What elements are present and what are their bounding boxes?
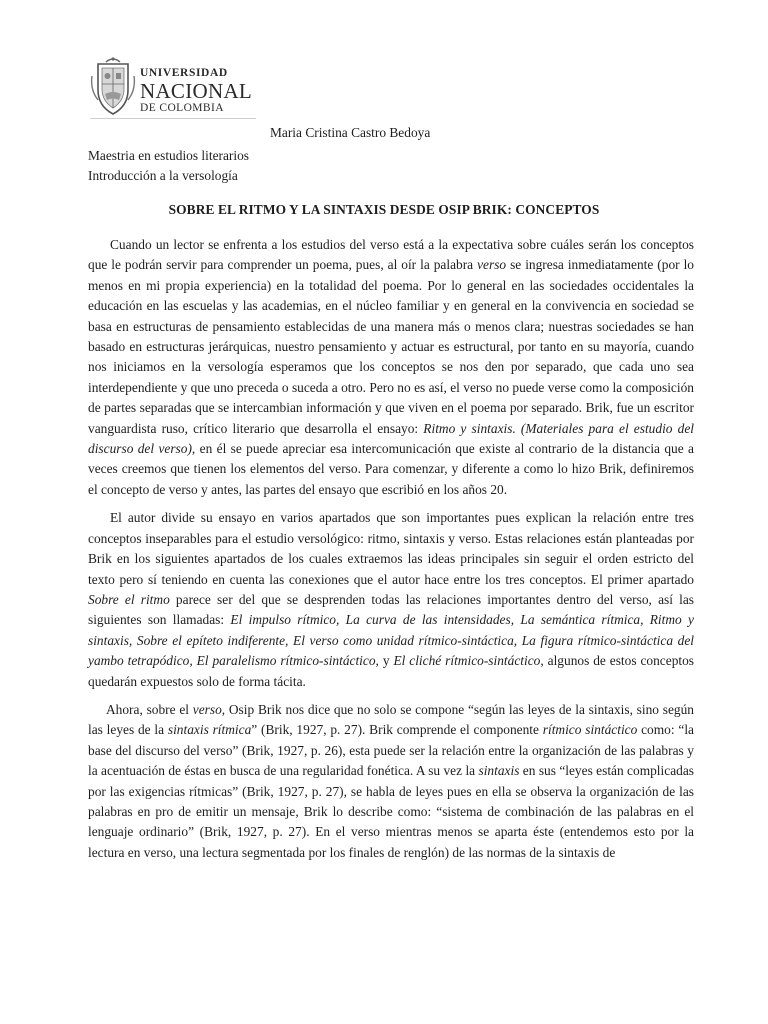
program-name: Maestria en estudios literarios xyxy=(88,148,250,163)
italic-text-run: sintaxis rítmica xyxy=(167,722,252,738)
document-body xyxy=(88,235,694,871)
paragraph xyxy=(88,700,694,863)
text-run: , algunos de estos conceptos quedarán expuestos solo de forma tácita. xyxy=(88,653,695,689)
course-info xyxy=(88,146,249,186)
document-title: SOBRE EL RITMO Y LA SINTAXIS DESDE OSIP BRIK: CONCEPTOS xyxy=(168,202,600,217)
university-name-line3: DE COLOMBIA xyxy=(140,101,224,114)
text-run: y xyxy=(378,653,394,669)
italic-text-run: El cliché rítmico-sintáctico xyxy=(393,653,541,669)
italic-text-run: Sobre el ritmo xyxy=(88,591,170,607)
italic-text-run: rítmico sintáctico xyxy=(542,722,638,738)
italic-text-run: Ritmo y sintaxis. (Materiales para el estudio del discurso del verso) xyxy=(88,420,695,457)
text-run: parece ser del que se desprenden todas las relaciones importantes dentro del verso, así las siguientes son llamadas: xyxy=(88,591,694,628)
text-run: , en él se puede apreciar esa intercomunicación que existe al contrario de la distancia que a veces creemos que tienen los elementos del verso. Para comenzar, y diferente a como lo hizo Brik, definiremos el concepto de verso y antes, las partes del ensayo que escribió en los años 20. xyxy=(88,441,694,497)
university-name xyxy=(140,68,252,114)
text-run: Cuando un lector se enfrenta a los estudios del verso está a la expectativa sobre cuáles serán los conceptos que le podrán servir para comprender un poema, pues, al oír la palabra xyxy=(88,237,694,273)
header-divider xyxy=(90,118,256,119)
text-run: , Osip Brik nos dice que no solo se compone “según las leyes de la sintaxis, sino según las leyes de la xyxy=(88,701,694,738)
text-run: El autor divide su ensayo en varios apartados que son importantes pues explican la relación entre tres conceptos inseparables para el estudio versológico: ritmo, sintaxis y verso. Estas relaciones están planteadas por Brik en los siguientes apartados de los cuales extraemos las ideas principales sin seguir el orden estricto del texto pero sí teniendo en cuenta las conexiones que el autor hace entre los tres conceptos. El primer apartado xyxy=(88,510,694,587)
text-run: ” (Brik, 1927, p. 27). Brik comprende el componente xyxy=(251,722,543,738)
author-name: Maria Cristina Castro Bedoya xyxy=(270,125,431,140)
text-run: se ingresa inmediatamente (por lo menos en mi propia experiencia) en la totalidad del poema. Por lo general en las sociedades occidentales la educación en las escuelas y las academias, en el núcleo familiar y en general en la convivencia en sociedad se basa en estructuras de pensamiento establecidas de una manera más o menos clara; nuestras sociedades se han basado en estructuras jerárquicas, nuestro pensamiento y actuar es estructural, por tanto en su mayoría, cuando nos iniciamos en la versología esperamos que los conceptos se nos den por separado, que cada uno sea interdependiente y que uno preceda o suceda a otro. Pero no es así, el verso no puede verse como la composición de partes separadas que se intercambian información y que viven en el poema por separado. Brik, fue un escritor vanguardista ruso, crítico literario que desarrolla el ensayo: xyxy=(88,257,694,436)
university-name-line2: NACIONAL xyxy=(140,78,253,103)
italic-text-run: verso xyxy=(192,701,222,717)
text-run: en sus “leyes están complicadas por las exigencias rítmicas” (Brik, 1927, p. 27), se habla de leyes pues en ella se observa la organización de las palabras en pro de emitir un mensaje, Brik lo describe como: “sistema de combinación de las palabras en el lenguaje ordinario” (Brik, 1927, p. 27). En el verso mientras menos se aparta éste (entendemos esto por la lectura en verso, una lectura segmentada por los finales de renglón) de las normas de la sintaxis de xyxy=(88,763,694,860)
coat-of-arms-icon xyxy=(90,56,136,118)
course-name: Introducción a la versología xyxy=(88,168,238,183)
university-name-line1: UNIVERSIDAD xyxy=(140,67,228,79)
paragraph xyxy=(88,235,694,500)
italic-text-run: El impulso rítmico, La curva de las intensidades, La semántica rítmica, Ritmo y sintaxis, Sobre el epíteto indiferente, El verso como unidad rítmico-sintáctica, La figura rítmico-sintáctica del yambo tetrapódico, El paralelismo rítmico-sintáctico, xyxy=(88,612,694,669)
paragraph xyxy=(88,508,694,692)
italic-text-run: sintaxis xyxy=(478,763,520,779)
university-logo xyxy=(90,50,260,122)
italic-text-run: verso xyxy=(477,257,507,273)
text-run: Ahora, sobre el xyxy=(106,701,193,717)
text-run: como: “la base del discurso del verso” (Brik, 1927, p. 26), esta puede ser la relación entre la organización de las palabras y la acentuación de éstas en busca de una regularidad fonética. A su vez la xyxy=(88,722,694,779)
